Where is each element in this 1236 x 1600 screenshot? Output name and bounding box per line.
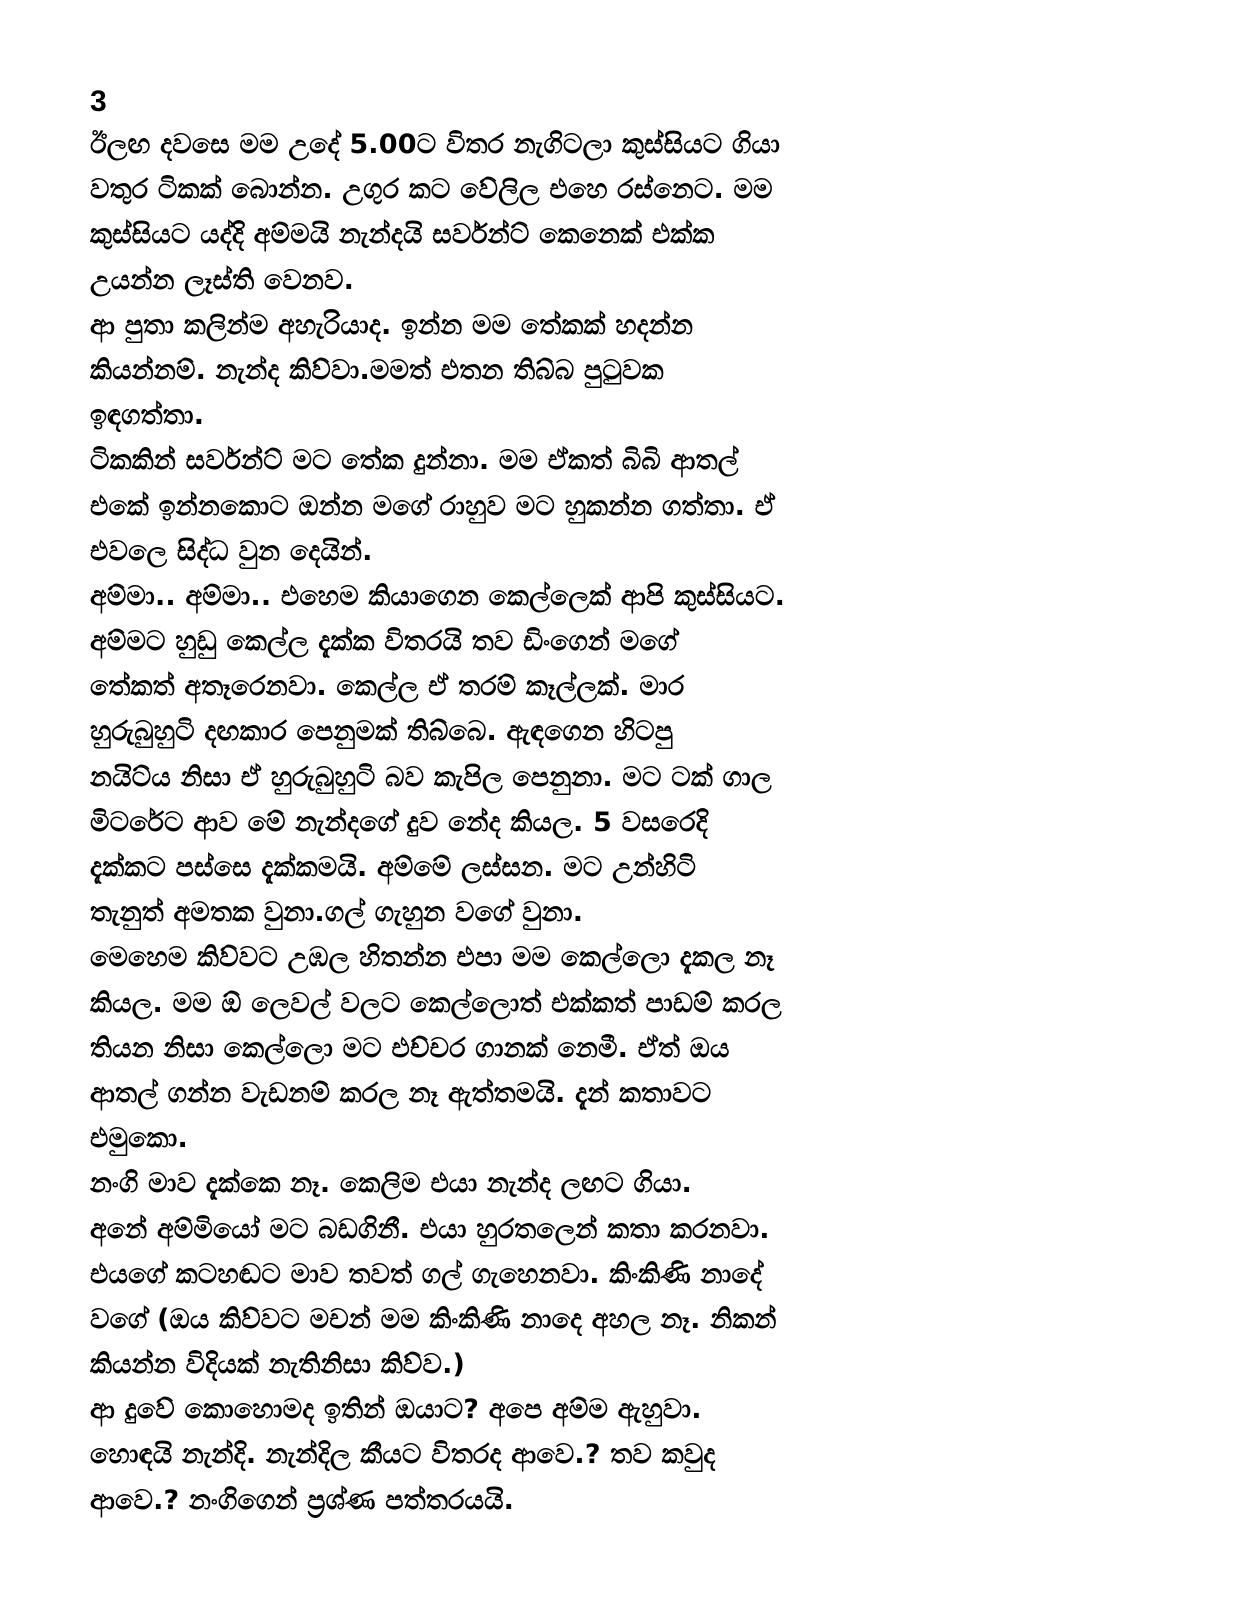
text-line: මෙහෙම කිව්වට උඹල හිතන්න එපා මම කෙල්ලො දැකල නෑ bbox=[90, 942, 775, 974]
text-line: තේකත් අතෑරෙනවා. කෙල්ල ඒ තරම් කෑල්ලක්. මාර bbox=[90, 671, 685, 703]
text-line: ආතල් ගන්න වැඩනම් කරල නෑ ඇත්තමයි. දැන් කතාවට bbox=[90, 1077, 712, 1109]
text-line: කියල. මම ඕ ලෙවල් වලට කෙල්ලොත් එක්කත් පාඩම් කරල bbox=[90, 987, 782, 1019]
body-text bbox=[90, 122, 1090, 1523]
text-line: ආවෙ.? නංගිගෙන් ප්‍රශ්ණ පත්තරයයි. bbox=[90, 1484, 515, 1516]
text-line: ආ පුතා කලින්ම අහැරියාද. ඉන්න මම තේකක් හදන්න bbox=[90, 309, 694, 341]
document-page bbox=[90, 82, 1090, 1523]
text-line: ඉඳගත්තා. bbox=[90, 400, 205, 432]
page-number: 3 bbox=[90, 85, 107, 118]
text-line: දැක්කට පස්සෙ දැක්කමයි. අම්මේ ලස්සන. මට උන්හිටි bbox=[90, 852, 697, 883]
text-line: අම්මා.. අම්මා.. එහෙම කියාගෙන කෙල්ලෙක් ආපි කුස්සියට. bbox=[90, 580, 786, 612]
text-line: ආ දුවේ කොහොමද ඉතින් ඔයාට? අපෙ අම්ම ඇහුවා. bbox=[90, 1394, 702, 1426]
text-line: වගේ (ඔය කිව්වට මචන් මම කිංකිණි නාදෙ අහල නෑ. නිකන් bbox=[90, 1303, 777, 1335]
text-line: කුස්සියට යද්දි අම්මයි නැන්දයි සර්වන්ට් කෙනෙක් එක්ක bbox=[90, 219, 715, 251]
text-line: එයගේ කටහඬට මාව තවත් ගල් ගැහෙනවා. කිංකිණි නාදේ bbox=[90, 1258, 763, 1290]
text-line: නයිට්ය නිසා ඒ හුරුබුහුටි බව කැපිල පෙනුනා. මට ටක් ගාල bbox=[90, 761, 772, 793]
text-line: හුරුබුහුටි දඟකාර පෙනුමක් තිබ්බෙ. ඇඳගෙන හිටපු bbox=[90, 716, 674, 748]
text-line: තියන නිසා කෙල්ලො මට එච්චර ගානක් නෙමී. ඒත් ඔය bbox=[90, 1032, 730, 1064]
text-line: එවලෙ සිද්ධ වුන දෙයින්. bbox=[90, 535, 373, 567]
text-line: නංගි මාව දැක්කෙ නෑ. කෙලිම එයා නැන්ද ලඟට ගියා. bbox=[90, 1168, 692, 1200]
text-line: කියන්න විදියක් නැතිනිසා කිව්ව.) bbox=[90, 1349, 466, 1381]
text-line: මිටරේට ආව මේ නැන්දගේ දුව නේද කියල. 5 වසරෙදි bbox=[90, 806, 708, 838]
text-line: කියන්නම්. නැන්ද කිව්වා.මමත් එතන තිබ්බ පුටුවක bbox=[90, 354, 664, 386]
text-line: එකේ ඉන්නකොට ඔන්න මගේ රාහුව මට හුකන්න ගත්තා. ඒ bbox=[90, 490, 776, 522]
text-line: අම්මට හුඩු කෙල්ල දැක්ක විතරයි තව ඩිංගෙන් මගේ bbox=[90, 626, 678, 658]
text-line: උයන්න ලෑස්ති වෙනව. bbox=[90, 264, 355, 296]
text-line: ඊලඟ දවසෙ මම උදේ 5.00ට විතර නැගිටලා කුස්සියට ගියා bbox=[90, 129, 781, 160]
text-line: එමුකො. bbox=[90, 1123, 188, 1155]
text-line: ටිකකින් සර්වන්ට් මට තේක දුන්නා. මම ඒකත් බිබි ආතල් bbox=[90, 445, 739, 477]
text-line: අනේ අම්මියෝ මට බඩගිනී. එයා හුරතලෙන් කතා කරනවා. bbox=[90, 1213, 770, 1245]
text-line: වතුර ටිකක් බොන්න. උගුර කට වේලිල එහෙ රස්නෙට. මම bbox=[90, 174, 773, 206]
text-line: තැනුත් අමතක වුනා.ගල් ගැහුන වගේ වුනා. bbox=[90, 897, 584, 929]
text-line: හොඳයි නැන්දි. නැන්දිල කීයට විතරද ආවෙ.? තව කවුද bbox=[90, 1439, 716, 1471]
